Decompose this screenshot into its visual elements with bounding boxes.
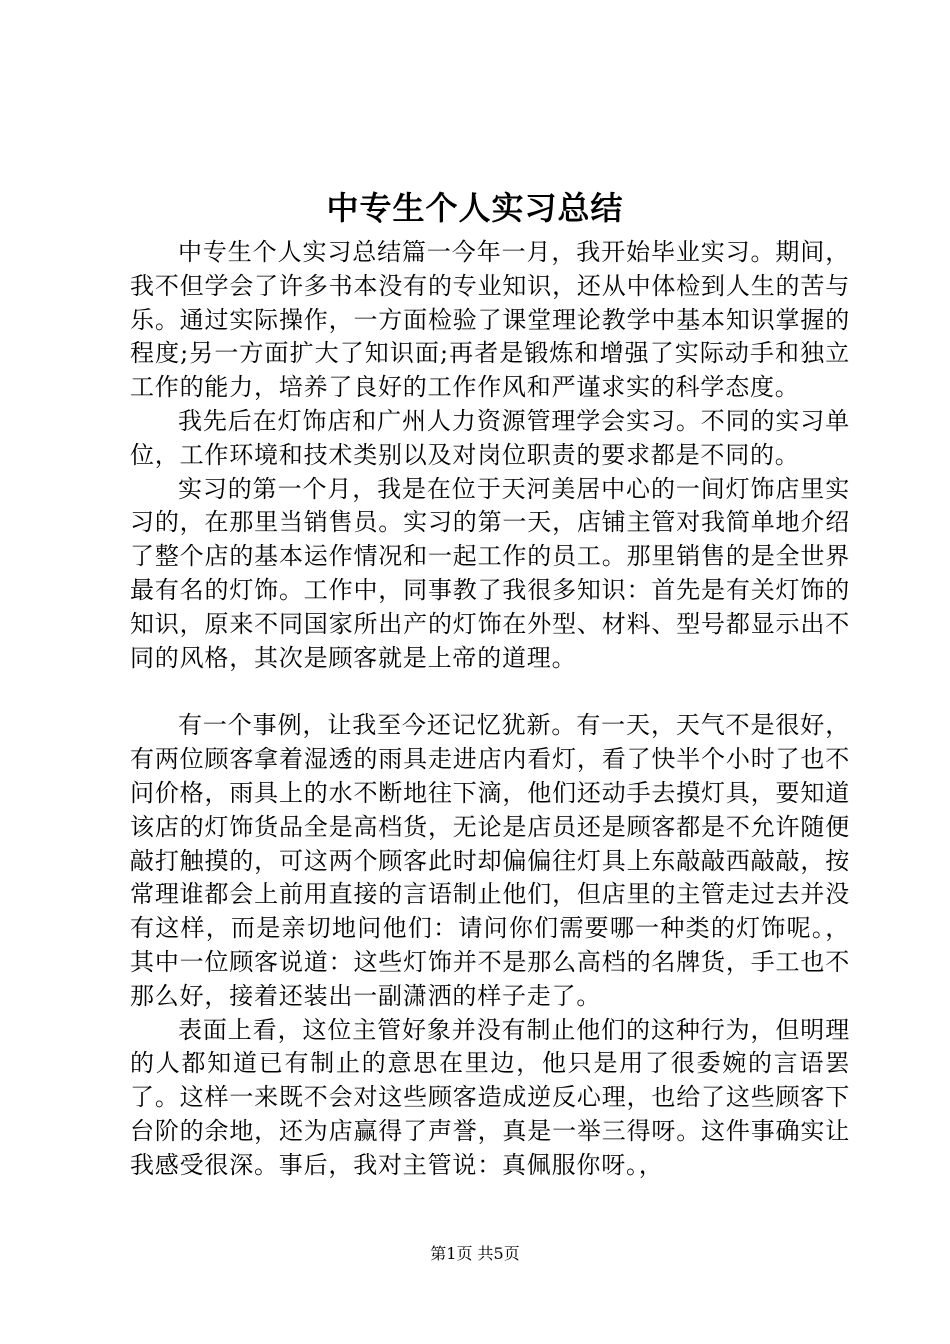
page-footer: 第1页 共5页 bbox=[430, 1244, 520, 1263]
paragraph-4: 有一个事例，让我至今还记忆犹新。有一天，天气不是很好，有两位顾客拿着湿透的雨具走进店内看灯，看了快半个小时了也不问价格，雨具上的水不断地往下滴，他们还动手去摸灯具，要知道该店的灯饰货品全是高档货，无论是店员还是顾客都是不允许随便敲打触摸的，可这两个顾客此时却偏偏往灯具上东敲敲西敲敲，按常理谁都会上前用直接的言语制止他们，但店里的主管走过去并没有这样，而是亲切地问他们：请问你们需要哪一种类的灯饰呢。，其中一位顾客说道：这些灯饰并不是那么高档的名牌货，手工也不那么好，接着还装出一副潇洒的样子走了。 bbox=[130, 711, 850, 1010]
paragraph-gap bbox=[130, 675, 850, 709]
paragraph-3: 实习的第一个月，我是在位于天河美居中心的一间灯饰店里实习的，在那里当销售员。实习的第一天，店铺主管对我简单地介绍了整个店的基本运作情况和一起工作的员工。那里销售的是全世界最有名的灯饰。工作中，同事教了我很多知识：首先是有关灯饰的知识，原来不同国家所出产的灯饰在外型、材料、型号都显示出不同的风格，其次是顾客就是上帝的道理。 bbox=[130, 474, 850, 672]
document-body bbox=[130, 236, 850, 1183]
paragraph-2: 我先后在灯饰店和广州人力资源管理学会实习。不同的实习单位，工作环境和技术类别以及对岗位职责的要求都是不同的。 bbox=[130, 406, 850, 469]
paragraph-1: 中专生个人实习总结篇一今年一月，我开始毕业实习。期间，我不但学会了许多书本没有的专业知识，还从中体检到人生的苦与乐。通过实际操作，一方面检验了课堂理论教学中基本知识掌握的程度;另一方面扩大了知识面;再者是锻炼和增强了实际动手和独立工作的能力，培养了良好的工作作风和严谨求实的科学态度。 bbox=[130, 238, 850, 402]
paragraph-5: 表面上看，这位主管好象并没有制止他们的这种行为，但明理的人都知道已有制止的意思在里边，他只是用了很委婉的言语罢了。这样一来既不会对这些顾客造成逆反心理，也给了这些顾客下台阶的余地，还为店赢得了声誉，真是一举三得呀。这件事确实让我感受很深。事后，我对主管说：真佩服你呀。， bbox=[130, 1015, 850, 1179]
document-title: 中专生个人实习总结 bbox=[326, 189, 624, 227]
